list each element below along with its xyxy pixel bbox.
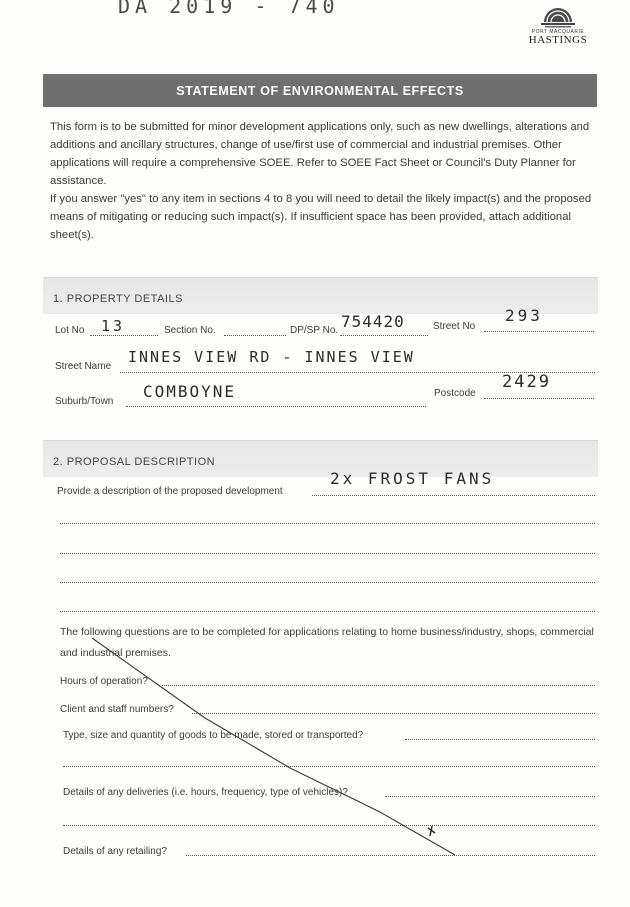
lot-value: 13 [101,317,126,335]
postcode-value: 2429 [502,372,551,392]
business-note: The following questions are to be completed for applications relating to home business/industry, shops, commercial and industrial premises. [60,626,594,659]
intro-paragraph-2: If you answer "yes" to any item in sections 4 to 8 you will need to detail the likely impact(s) and the proposed means of mitigating or reducing such impact(s). If insufficient space has been provided, attach additional sheet(s). [50,193,592,241]
staff-label: Client and staff numbers? [60,704,174,715]
lot-label: Lot No [55,325,85,336]
description-label: Provide a description of the proposed development [57,486,283,497]
section-1-heading: 1. PROPERTY DETAILS [53,293,183,305]
street-no-value: 293 [505,306,543,325]
dp-value: 754420 [341,312,405,331]
logo-line2: HASTINGS [528,34,588,46]
street-no-label: Street No [433,321,476,332]
hours-label: Hours of operation? [60,676,148,687]
logo-line1: PORT MACQUARIE [531,29,585,35]
suburb-label: Suburb/Town [55,396,114,407]
da-reference-handwritten: DA 2019 - 740 [118,0,340,18]
street-name-label: Street Name [55,361,112,372]
intro-paragraph-1: This form is to be submitted for minor development applications only, such as new dwellings, alterations and additions and ancillary structures, change of use/first use of commercial and industrial premises. Other applications will require a comprehensive SOEE. Refer to SOEE Fact Sheet or Council's Duty Planner for assistance. [50,121,590,187]
deliveries-label: Details of any deliveries (i.e. hours, frequency, type of vehicles)? [63,787,348,798]
street-name-value: INNES VIEW RD - INNES VIEW [128,348,415,366]
postcode-label: Postcode [434,388,476,399]
description-value: 2x FROST FANS [330,469,495,488]
form-title: STATEMENT OF ENVIRONMENTAL EFFECTS [43,74,597,107]
section-2-heading: 2. PROPOSAL DESCRIPTION [53,456,216,468]
suburb-value: COMBOYNE [143,382,237,401]
goods-label: Type, size and quantity of goods to be made, stored or transported? [63,730,364,741]
section-label: Section No. [164,325,216,336]
dp-label: DP/SP No. [290,325,339,336]
retailing-label: Details of any retailing? [63,846,167,857]
